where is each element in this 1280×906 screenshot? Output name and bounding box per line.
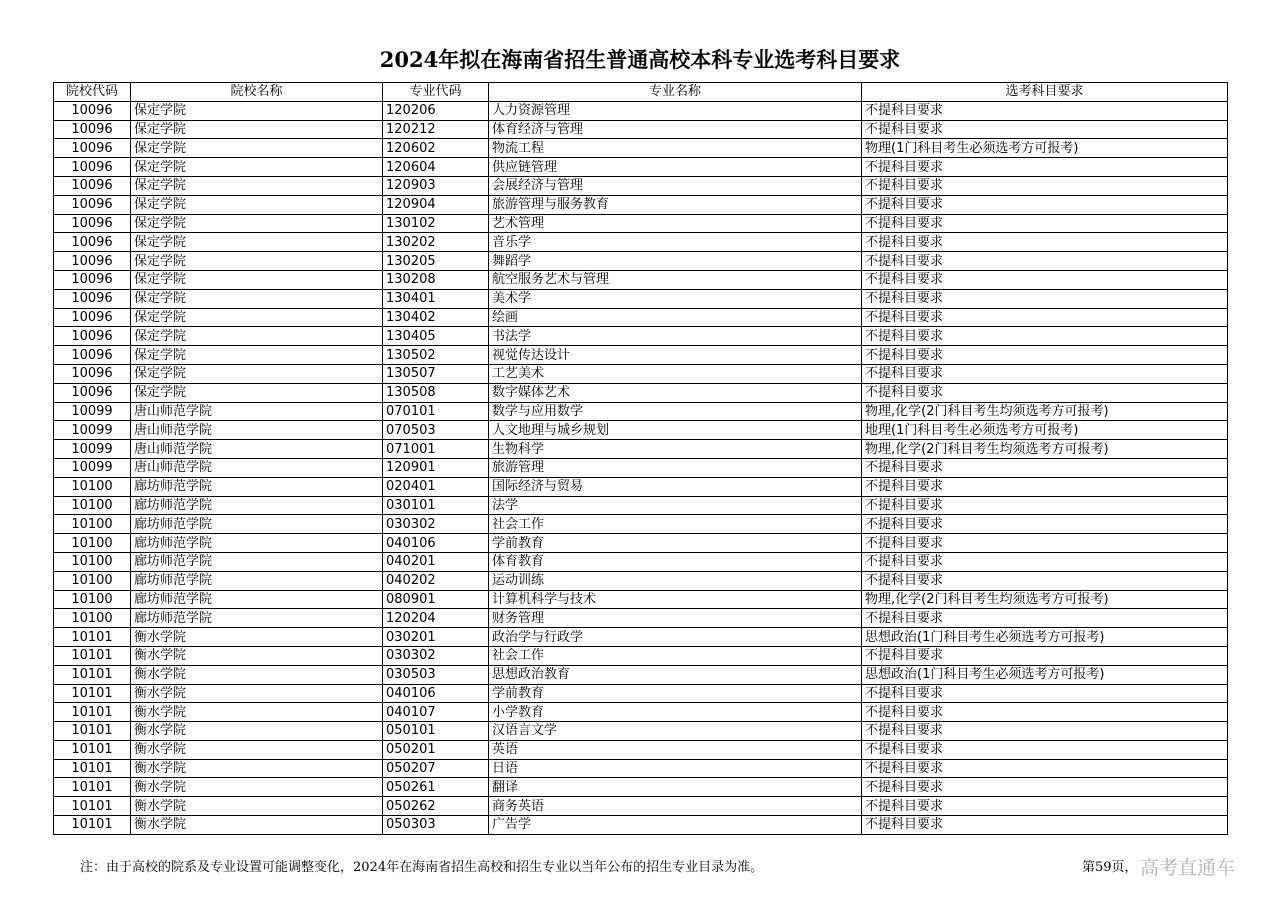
school-code-cell: 10096: [54, 214, 131, 233]
col-header-school-code: 院校代码: [54, 83, 131, 102]
major-code-cell: 080901: [383, 590, 489, 609]
table-row: [54, 176, 1228, 195]
major-name-cell: 舞蹈学: [489, 252, 862, 271]
table-row: [54, 270, 1228, 289]
major-name-cell: 日语: [489, 759, 862, 778]
subject-requirement-cell: 不提科目要求: [862, 270, 1228, 289]
table-row: [54, 759, 1228, 778]
major-name-cell: 航空服务艺术与管理: [489, 270, 862, 289]
subject-requirement-cell: 不提科目要求: [862, 703, 1228, 722]
major-name-cell: 旅游管理与服务教育: [489, 195, 862, 214]
school-code-cell: 10101: [54, 759, 131, 778]
school-name-cell: 衡水学院: [131, 816, 383, 835]
school-code-cell: 10096: [54, 308, 131, 327]
major-name-cell: 商务英语: [489, 797, 862, 816]
table-row: [54, 214, 1228, 233]
major-code-cell: 070101: [383, 402, 489, 421]
school-name-cell: 保定学院: [131, 308, 383, 327]
col-header-school-name: 院校名称: [131, 83, 383, 102]
major-code-cell: 020401: [383, 477, 489, 496]
major-name-cell: 法学: [489, 496, 862, 515]
major-name-cell: 数字媒体艺术: [489, 383, 862, 402]
major-name-cell: 工艺美术: [489, 364, 862, 383]
major-code-cell: 130401: [383, 289, 489, 308]
school-name-cell: 保定学院: [131, 101, 383, 120]
subject-requirement-cell: 地理(1门科目考生必须选考方可报考): [862, 421, 1228, 440]
school-code-cell: 10096: [54, 101, 131, 120]
major-code-cell: 120901: [383, 458, 489, 477]
major-code-cell: 050201: [383, 740, 489, 759]
table-row: [54, 364, 1228, 383]
major-name-cell: 绘画: [489, 308, 862, 327]
major-code-cell: 050207: [383, 759, 489, 778]
major-code-cell: 050101: [383, 722, 489, 741]
school-code-cell: 10096: [54, 233, 131, 252]
school-code-cell: 10101: [54, 684, 131, 703]
table-row: [54, 195, 1228, 214]
major-name-cell: 英语: [489, 740, 862, 759]
subject-requirement-cell: 不提科目要求: [862, 383, 1228, 402]
subject-requirement-cell: 不提科目要求: [862, 797, 1228, 816]
school-code-cell: 10100: [54, 534, 131, 553]
major-code-cell: 050261: [383, 778, 489, 797]
table-row: [54, 458, 1228, 477]
school-code-cell: 10099: [54, 402, 131, 421]
school-code-cell: 10101: [54, 665, 131, 684]
table-row: [54, 684, 1228, 703]
table-row: [54, 628, 1228, 647]
school-code-cell: 10096: [54, 383, 131, 402]
table-header-row: [54, 83, 1228, 102]
major-name-cell: 社会工作: [489, 646, 862, 665]
subject-requirement-cell: 不提科目要求: [862, 289, 1228, 308]
subject-requirement-cell: 不提科目要求: [862, 214, 1228, 233]
major-code-cell: 071001: [383, 440, 489, 459]
school-code-cell: 10096: [54, 270, 131, 289]
major-name-cell: 音乐学: [489, 233, 862, 252]
major-code-cell: 030302: [383, 515, 489, 534]
subject-requirement-cell: 物理,化学(2门科目考生均须选考方可报考): [862, 590, 1228, 609]
major-name-cell: 思想政治教育: [489, 665, 862, 684]
subject-requirement-cell: 思想政治(1门科目考生必须选考方可报考): [862, 628, 1228, 647]
subject-requirement-cell: 思想政治(1门科目考生必须选考方可报考): [862, 665, 1228, 684]
table-row: [54, 797, 1228, 816]
col-header-subject-requirement: 选考科目要求: [862, 83, 1228, 102]
table-row: [54, 101, 1228, 120]
school-code-cell: 10100: [54, 552, 131, 571]
subject-requirement-cell: 物理(1门科目考生必须选考方可报考): [862, 139, 1228, 158]
table-row: [54, 816, 1228, 835]
requirements-table: [53, 82, 1228, 835]
major-name-cell: 供应链管理: [489, 158, 862, 177]
school-name-cell: 保定学院: [131, 214, 383, 233]
school-code-cell: 10100: [54, 496, 131, 515]
major-name-cell: 学前教育: [489, 534, 862, 553]
table-row: [54, 590, 1228, 609]
col-header-major-name: 专业名称: [489, 83, 862, 102]
school-name-cell: 保定学院: [131, 327, 383, 346]
major-code-cell: 130405: [383, 327, 489, 346]
major-name-cell: 会展经济与管理: [489, 176, 862, 195]
subject-requirement-cell: 不提科目要求: [862, 364, 1228, 383]
school-name-cell: 衡水学院: [131, 759, 383, 778]
major-name-cell: 数学与应用数学: [489, 402, 862, 421]
major-name-cell: 学前教育: [489, 684, 862, 703]
major-code-cell: 120904: [383, 195, 489, 214]
school-name-cell: 廊坊师范学院: [131, 552, 383, 571]
subject-requirement-cell: 不提科目要求: [862, 759, 1228, 778]
subject-requirement-cell: 不提科目要求: [862, 722, 1228, 741]
school-code-cell: 10101: [54, 816, 131, 835]
school-name-cell: 唐山师范学院: [131, 458, 383, 477]
major-code-cell: 130402: [383, 308, 489, 327]
table-row: [54, 158, 1228, 177]
school-name-cell: 廊坊师范学院: [131, 590, 383, 609]
school-code-cell: 10100: [54, 590, 131, 609]
school-name-cell: 衡水学院: [131, 722, 383, 741]
table-row: [54, 120, 1228, 139]
school-code-cell: 10096: [54, 195, 131, 214]
major-code-cell: 130508: [383, 383, 489, 402]
school-name-cell: 衡水学院: [131, 628, 383, 647]
school-code-cell: 10096: [54, 158, 131, 177]
school-name-cell: 保定学院: [131, 252, 383, 271]
major-name-cell: 视觉传达设计: [489, 346, 862, 365]
major-code-cell: 130208: [383, 270, 489, 289]
subject-requirement-cell: 不提科目要求: [862, 684, 1228, 703]
school-name-cell: 廊坊师范学院: [131, 534, 383, 553]
school-name-cell: 保定学院: [131, 364, 383, 383]
table-row: [54, 646, 1228, 665]
major-code-cell: 130502: [383, 346, 489, 365]
table-row: [54, 778, 1228, 797]
table-row: [54, 327, 1228, 346]
watermark-text: 高考直通车: [1140, 857, 1236, 879]
table-row: [54, 609, 1228, 628]
major-code-cell: 030201: [383, 628, 489, 647]
col-header-major-code: 专业代码: [383, 83, 489, 102]
school-name-cell: 唐山师范学院: [131, 440, 383, 459]
major-name-cell: 美术学: [489, 289, 862, 308]
major-name-cell: 体育教育: [489, 552, 862, 571]
school-name-cell: 衡水学院: [131, 665, 383, 684]
subject-requirement-cell: 不提科目要求: [862, 458, 1228, 477]
school-name-cell: 廊坊师范学院: [131, 609, 383, 628]
subject-requirement-cell: 不提科目要求: [862, 778, 1228, 797]
subject-requirement-cell: 不提科目要求: [862, 552, 1228, 571]
table-row: [54, 552, 1228, 571]
subject-requirement-cell: 不提科目要求: [862, 101, 1228, 120]
major-name-cell: 小学教育: [489, 703, 862, 722]
subject-requirement-cell: 不提科目要求: [862, 252, 1228, 271]
table-row: [54, 571, 1228, 590]
table-row: [54, 308, 1228, 327]
subject-requirement-cell: 不提科目要求: [862, 233, 1228, 252]
major-code-cell: 030101: [383, 496, 489, 515]
table-row: [54, 139, 1228, 158]
subject-requirement-cell: 不提科目要求: [862, 496, 1228, 515]
school-code-cell: 10096: [54, 289, 131, 308]
school-code-cell: 10100: [54, 477, 131, 496]
major-name-cell: 运动训练: [489, 571, 862, 590]
school-name-cell: 保定学院: [131, 270, 383, 289]
school-code-cell: 10101: [54, 628, 131, 647]
major-code-cell: 120212: [383, 120, 489, 139]
school-name-cell: 唐山师范学院: [131, 402, 383, 421]
school-code-cell: 10096: [54, 364, 131, 383]
major-code-cell: 070503: [383, 421, 489, 440]
major-code-cell: 030302: [383, 646, 489, 665]
major-name-cell: 生物科学: [489, 440, 862, 459]
subject-requirement-cell: 不提科目要求: [862, 515, 1228, 534]
subject-requirement-cell: 不提科目要求: [862, 571, 1228, 590]
table-row: [54, 289, 1228, 308]
school-name-cell: 衡水学院: [131, 778, 383, 797]
major-code-cell: 030503: [383, 665, 489, 684]
school-name-cell: 保定学院: [131, 346, 383, 365]
school-name-cell: 廊坊师范学院: [131, 477, 383, 496]
major-code-cell: 130205: [383, 252, 489, 271]
school-name-cell: 衡水学院: [131, 740, 383, 759]
school-name-cell: 衡水学院: [131, 646, 383, 665]
major-name-cell: 国际经济与贸易: [489, 477, 862, 496]
subject-requirement-cell: 不提科目要求: [862, 534, 1228, 553]
subject-requirement-cell: 不提科目要求: [862, 816, 1228, 835]
subject-requirement-cell: 不提科目要求: [862, 120, 1228, 139]
major-code-cell: 050303: [383, 816, 489, 835]
table-row: [54, 440, 1228, 459]
school-code-cell: 10096: [54, 139, 131, 158]
major-code-cell: 130507: [383, 364, 489, 383]
school-name-cell: 保定学院: [131, 383, 383, 402]
school-name-cell: 保定学院: [131, 289, 383, 308]
table-row: [54, 665, 1228, 684]
page-number: 第59页，: [1082, 860, 1138, 875]
major-name-cell: 广告学: [489, 816, 862, 835]
major-code-cell: 040202: [383, 571, 489, 590]
table-body: [54, 101, 1228, 834]
major-code-cell: 120602: [383, 139, 489, 158]
major-code-cell: 120903: [383, 176, 489, 195]
table-row: [54, 534, 1228, 553]
school-code-cell: 10100: [54, 609, 131, 628]
major-name-cell: 社会工作: [489, 515, 862, 534]
school-code-cell: 10101: [54, 703, 131, 722]
subject-requirement-cell: 物理,化学(2门科目考生均须选考方可报考): [862, 402, 1228, 421]
major-name-cell: 政治学与行政学: [489, 628, 862, 647]
table-row: [54, 477, 1228, 496]
subject-requirement-cell: 不提科目要求: [862, 477, 1228, 496]
major-code-cell: 120204: [383, 609, 489, 628]
school-name-cell: 廊坊师范学院: [131, 496, 383, 515]
subject-requirement-cell: 不提科目要求: [862, 158, 1228, 177]
school-code-cell: 10101: [54, 722, 131, 741]
school-code-cell: 10100: [54, 571, 131, 590]
school-name-cell: 廊坊师范学院: [131, 571, 383, 590]
school-code-cell: 10099: [54, 458, 131, 477]
major-name-cell: 人文地理与城乡规划: [489, 421, 862, 440]
table-row: [54, 252, 1228, 271]
school-code-cell: 10096: [54, 346, 131, 365]
school-name-cell: 保定学院: [131, 195, 383, 214]
subject-requirement-cell: 不提科目要求: [862, 346, 1228, 365]
school-name-cell: 衡水学院: [131, 684, 383, 703]
subject-requirement-cell: 不提科目要求: [862, 740, 1228, 759]
school-code-cell: 10099: [54, 440, 131, 459]
school-code-cell: 10101: [54, 646, 131, 665]
table-row: [54, 740, 1228, 759]
subject-requirement-cell: 不提科目要求: [862, 646, 1228, 665]
major-code-cell: 120604: [383, 158, 489, 177]
school-name-cell: 保定学院: [131, 120, 383, 139]
major-name-cell: 物流工程: [489, 139, 862, 158]
school-code-cell: 10096: [54, 176, 131, 195]
major-code-cell: 120206: [383, 101, 489, 120]
school-name-cell: 保定学院: [131, 233, 383, 252]
subject-requirement-cell: 物理,化学(2门科目考生均须选考方可报考): [862, 440, 1228, 459]
major-name-cell: 人力资源管理: [489, 101, 862, 120]
major-code-cell: 040106: [383, 684, 489, 703]
major-code-cell: 130102: [383, 214, 489, 233]
subject-requirement-cell: 不提科目要求: [862, 176, 1228, 195]
school-name-cell: 保定学院: [131, 176, 383, 195]
table-row: [54, 496, 1228, 515]
table-row: [54, 722, 1228, 741]
table-row: [54, 421, 1228, 440]
subject-requirement-cell: 不提科目要求: [862, 609, 1228, 628]
major-code-cell: 130202: [383, 233, 489, 252]
school-code-cell: 10100: [54, 515, 131, 534]
table-row: [54, 383, 1228, 402]
subject-requirement-cell: 不提科目要求: [862, 195, 1228, 214]
page-title: 2024年拟在海南省招生普通高校本科专业选考科目要求: [379, 47, 901, 72]
major-code-cell: 050262: [383, 797, 489, 816]
subject-requirement-cell: 不提科目要求: [862, 327, 1228, 346]
major-name-cell: 翻译: [489, 778, 862, 797]
school-code-cell: 10101: [54, 778, 131, 797]
major-name-cell: 财务管理: [489, 609, 862, 628]
major-name-cell: 艺术管理: [489, 214, 862, 233]
school-name-cell: 廊坊师范学院: [131, 515, 383, 534]
major-code-cell: 040107: [383, 703, 489, 722]
school-code-cell: 10101: [54, 797, 131, 816]
table-row: [54, 346, 1228, 365]
school-code-cell: 10096: [54, 327, 131, 346]
footnote: 注：由于高校的院系及专业设置可能调整变化，2024年在海南省招生高校和招生专业以当年公布的招生专业目录为准。: [80, 860, 764, 875]
school-name-cell: 保定学院: [131, 158, 383, 177]
table-row: [54, 402, 1228, 421]
school-code-cell: 10099: [54, 421, 131, 440]
school-code-cell: 10101: [54, 740, 131, 759]
school-code-cell: 10096: [54, 120, 131, 139]
major-name-cell: 书法学: [489, 327, 862, 346]
major-name-cell: 汉语言文学: [489, 722, 862, 741]
major-name-cell: 计算机科学与技术: [489, 590, 862, 609]
school-name-cell: 衡水学院: [131, 797, 383, 816]
table-row: [54, 515, 1228, 534]
major-name-cell: 旅游管理: [489, 458, 862, 477]
table-row: [54, 233, 1228, 252]
major-code-cell: 040201: [383, 552, 489, 571]
school-name-cell: 保定学院: [131, 139, 383, 158]
table-row: [54, 703, 1228, 722]
school-code-cell: 10096: [54, 252, 131, 271]
subject-requirement-cell: 不提科目要求: [862, 308, 1228, 327]
major-name-cell: 体育经济与管理: [489, 120, 862, 139]
school-name-cell: 衡水学院: [131, 703, 383, 722]
major-code-cell: 040106: [383, 534, 489, 553]
school-name-cell: 唐山师范学院: [131, 421, 383, 440]
